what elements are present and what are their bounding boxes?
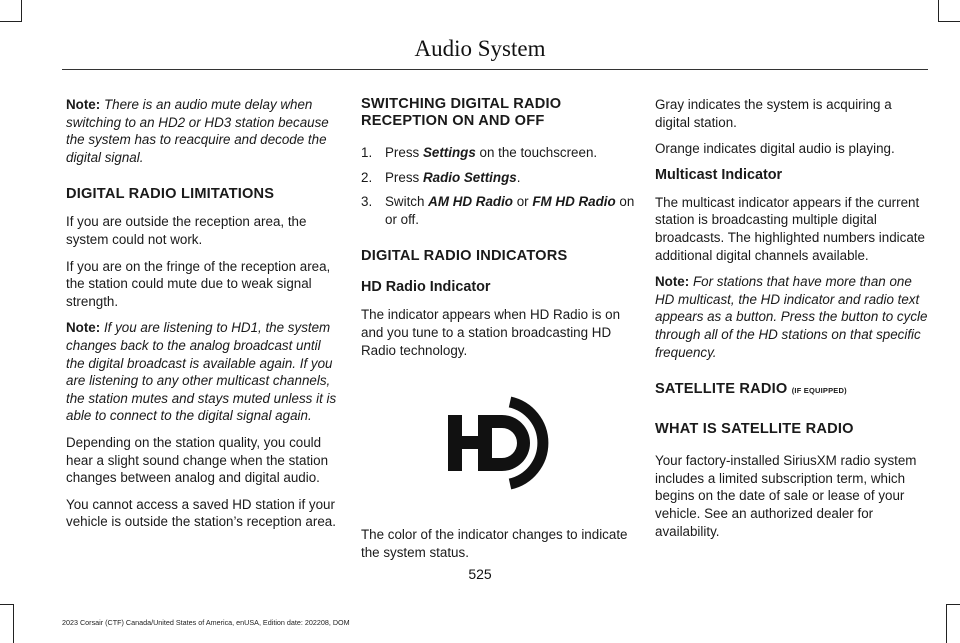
crop-mark <box>938 0 939 22</box>
paragraph: Your factory-installed SiriusXM radio system includes a limited subscription term, which begins on the date of sale or lease of your vehicle. See an authorized dealer for availability. <box>655 453 917 539</box>
section-heading-limitations: DIGITAL RADIO LIMITATIONS <box>66 186 275 203</box>
header-divider <box>62 69 928 70</box>
subheading-multicast: Multicast Indicator <box>655 166 783 183</box>
list-item <box>361 144 636 162</box>
paragraph: The indicator appears when HD Radio is on and you tune to a station broadcasting HD Radio technology. <box>361 307 621 358</box>
crop-mark <box>946 604 960 605</box>
note-paragraph <box>66 319 341 425</box>
note-text: For stations that have more than one HD multicast, the HD indicator and radio text appears as a button. Press the button to cycle through all of the HD stations on that specific frequency. <box>655 274 928 360</box>
paragraph: If you are on the fringe of the reception area, the station could mute due to weak signal strength. <box>66 258 331 309</box>
note-paragraph <box>655 273 930 361</box>
paragraph: Depending on the station quality, you could hear a slight sound change when the station changes between analog and digital audio. <box>66 434 329 486</box>
hd-radio-logo-icon <box>444 388 554 498</box>
crop-mark <box>21 0 22 22</box>
note-text: If you are listening to HD1, the system changes back to the analog broadcast until the digital broadcast is available again. If you are listening to any other multicast channels, the station mutes and stays muted unless it is able to connect to the digital signal again. <box>66 320 337 424</box>
menu-term: AM HD Radio <box>428 194 513 210</box>
list-item <box>361 169 636 187</box>
paragraph: Gray indicates the system is acquiring a digital station. <box>655 97 892 130</box>
column-left <box>66 96 341 540</box>
heading-text: SATELLITE RADIO <box>655 381 788 398</box>
note-paragraph <box>66 96 341 166</box>
paragraph: If you are outside the reception area, the system could not work. <box>66 214 307 247</box>
paragraph: The color of the indicator changes to indicate the system status. <box>361 527 628 560</box>
step-text: Press <box>385 169 423 185</box>
note-label: Note: <box>66 320 101 336</box>
note-label: Note: <box>655 274 690 290</box>
crop-mark <box>0 21 22 22</box>
menu-term: FM HD Radio <box>532 194 616 210</box>
list-item <box>361 193 636 228</box>
page-title: Audio System <box>414 36 546 61</box>
edition-footer: 2023 Corsair (CTF) Canada/United States of America, enUSA, Edition date: 202208, DOM <box>62 618 350 627</box>
paragraph: Orange indicates digital audio is playing. <box>655 141 895 157</box>
crop-mark <box>946 604 947 643</box>
hd-radio-figure <box>361 368 636 518</box>
step-text: or <box>512 194 533 210</box>
note-text: There is an audio mute delay when switching to an HD2 or HD3 station because the system has to reacquire and decode the digital signal. <box>66 97 329 165</box>
section-heading-switching: SWITCHING DIGITAL RADIO RECEPTION ON AND OFF <box>361 96 562 129</box>
crop-mark <box>938 21 960 22</box>
subheading-hd-radio: HD Radio Indicator <box>361 279 491 296</box>
section-heading-satellite <box>655 381 930 399</box>
step-text: on or off. <box>385 194 635 227</box>
step-number: 3. <box>361 194 373 210</box>
step-text: . <box>516 169 521 185</box>
step-text: Press <box>385 145 423 160</box>
step-text: on the touchscreen. <box>475 145 598 160</box>
menu-term: Settings <box>422 145 476 160</box>
menu-term: Radio Settings <box>422 169 517 185</box>
step-number: 1. <box>361 145 373 160</box>
note-label: Note: <box>66 97 101 112</box>
crop-mark <box>13 604 14 643</box>
paragraph: You cannot access a saved HD station if your vehicle is outside the station’s reception area. <box>66 496 336 530</box>
crop-mark <box>0 604 14 605</box>
column-right <box>655 96 930 549</box>
steps-list <box>361 144 636 228</box>
heading-qualifier: (IF EQUIPPED) <box>791 386 847 396</box>
column-middle <box>361 96 636 570</box>
step-text: Switch <box>385 194 429 210</box>
step-number: 2. <box>361 169 373 185</box>
page-number: 525 <box>468 566 492 582</box>
section-heading-indicators: DIGITAL RADIO INDICATORS <box>361 248 568 265</box>
section-heading-what-is-satellite: WHAT IS SATELLITE RADIO <box>655 421 854 438</box>
paragraph: The multicast indicator appears if the current station is broadcasting multiple digital broadcasts. The highlighted numbers indicate additional digital channels available. <box>655 194 925 263</box>
